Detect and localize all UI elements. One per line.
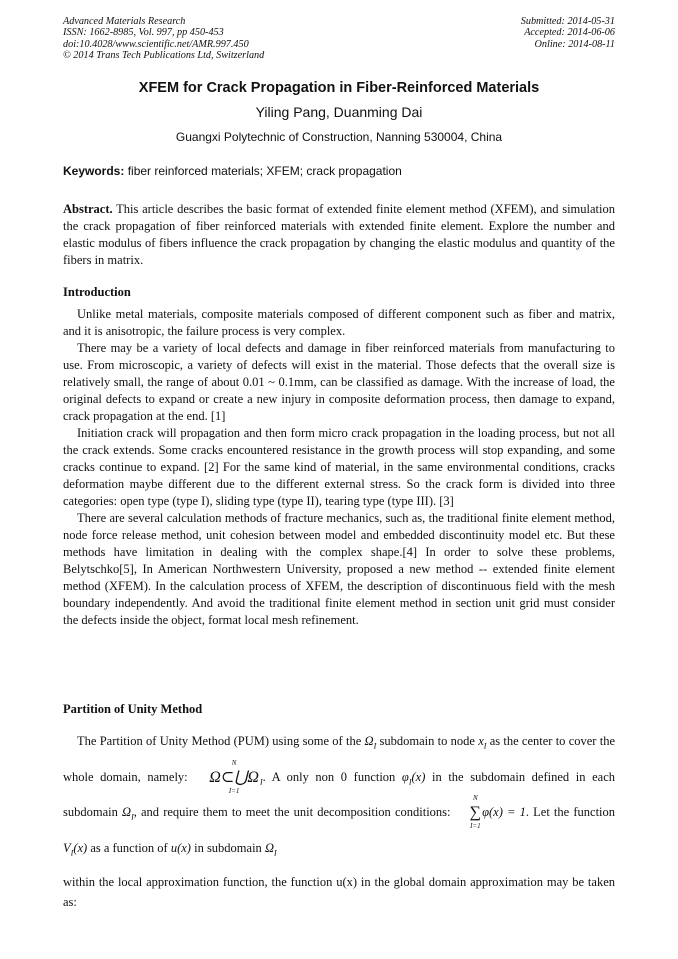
dates-info [521,16,615,50]
intro-paragraph: Initiation crack will propagation and then form micro crack propagation in the loading process, but not all the crack extends. Some cracks encountered resistance in the growth process will stop expanding, and some cracks continue to expand. [2] For the same kind of material, in the same environmental conditions, cracks deformation maybe different due to the different external stress. So the crack form is divided into three categories: open type (type I), sliding type (type II), tearing type (type III). [3] [63,426,615,508]
keywords-text: fiber reinforced materials; XFEM; crack propagation [124,164,402,178]
phi-i: $\varphi_I(x)$ [401,769,426,786]
x-i: $x_I$ [478,734,487,751]
doi: doi:10.4028/www.scientific.net/AMR.997.450 [63,38,249,50]
pum-body [63,726,615,912]
abstract [63,201,615,269]
union-formula: N Ω⊂⋃Ω I=1 $_I$ [209,758,263,795]
copyright: © 2014 Trans Tech Publications Ltd, Switzerland [63,50,265,62]
u-x: u(x) [170,840,191,855]
pum-text: subdomain to node [376,734,479,748]
abstract-text: This article describes the basic format of extended finite element method (XFEM), and simulation the crack propagation of fiber reinforced materials with extended finite element. Explore the number and elastic modulus of fibers influence the crack propagation by changing the elastic modulus and quantity of the fibers in matrix. [63,202,615,267]
pum-text: as the center to cover the whole domain, namely: [63,734,615,784]
paper-title: XFEM for Crack Propagation in Fiber-Reinforced Materials [138,80,540,96]
affiliation: Guangxi Polytechnic of Construction, Nanning 530004, China [175,130,503,144]
pum-tail: within the local approximation function, the function u(x) in the global domain approximation may be taken as: [63,875,615,909]
v-i: $V_I(x)$ [63,840,88,857]
pum-text: . A only non 0 function [262,769,402,784]
online-date: Online: 2014-08-11 [534,38,615,50]
pum-text: in subdomain [190,840,265,855]
introduction-heading: Introduction [63,285,131,299]
sum-formula: N ∑ I=1 φ(x) = 1 [469,794,526,831]
omega-i: $\Omega_I$ [364,734,377,751]
keywords [63,164,615,178]
accepted-date: Accepted: 2014-06-06 [524,27,615,39]
pum-text: The Partition of Unity Method (PUM) using some of the [77,734,365,748]
pum-text: , and require them to meet the unit decomposition conditions: [133,805,455,819]
issn: ISSN: 1662-8985, Vol. 997, pp 450-453 [63,27,224,39]
authors: Yiling Pang, Duanming Dai [255,104,423,120]
intro-paragraph: There are several calculation methods of fracture mechanics, such as, the traditional finite element method, node force release method, unit cohesion between model and embedded discontinuity model etc. But these methods have limitation in dealing with the complex shape.[4] In order to solve these problems, Belytschko[5], In American Northwestern University, proposed a new method -- extended finite element method (XFEM). In the calculation process of XFEM, the description of discontinuous field with the mesh boundary independently. And avoid the traditional finite element method in section unit grid must consider the defects inside the object, format local mesh refinement. [63,511,615,627]
introduction-body [63,306,615,629]
intro-paragraph: Unlike metal materials, composite materials composed of different component such as fiber and matrix, and it is anisotropic, the failure process is very complex. [63,307,615,338]
omega-i: $\Omega_I$ [122,805,134,822]
journal-name: Advanced Materials Research [63,16,186,27]
pum-paragraph [63,726,615,868]
pum-heading: Partition of Unity Method [63,702,203,716]
pum-text: . Let the function [525,805,616,819]
abstract-label: Abstract. [63,202,113,216]
pum-text: in the subdomain defined in each subdomain [63,769,615,819]
keywords-label: Keywords: [63,164,125,178]
omega-i: $\Omega_I$ [264,840,277,857]
intro-paragraph: There may be a variety of local defects and damage in fiber reinforced materials from manufacturing to use. From microscopic, a variety of defects will exist in the material. Those defects that the overall size is relatively small, the range of about 0.01 ~ 0.1mm, can be classified as damage. With the increase of load, the original defects to expand or create a new injury in composite deformation process, then damage to expand, crack propagation at the end. [1] [63,341,615,423]
journal-info [63,16,264,62]
pum-text: as a function of [87,840,171,855]
submitted-date: Submitted: 2014-05-31 [520,16,615,27]
